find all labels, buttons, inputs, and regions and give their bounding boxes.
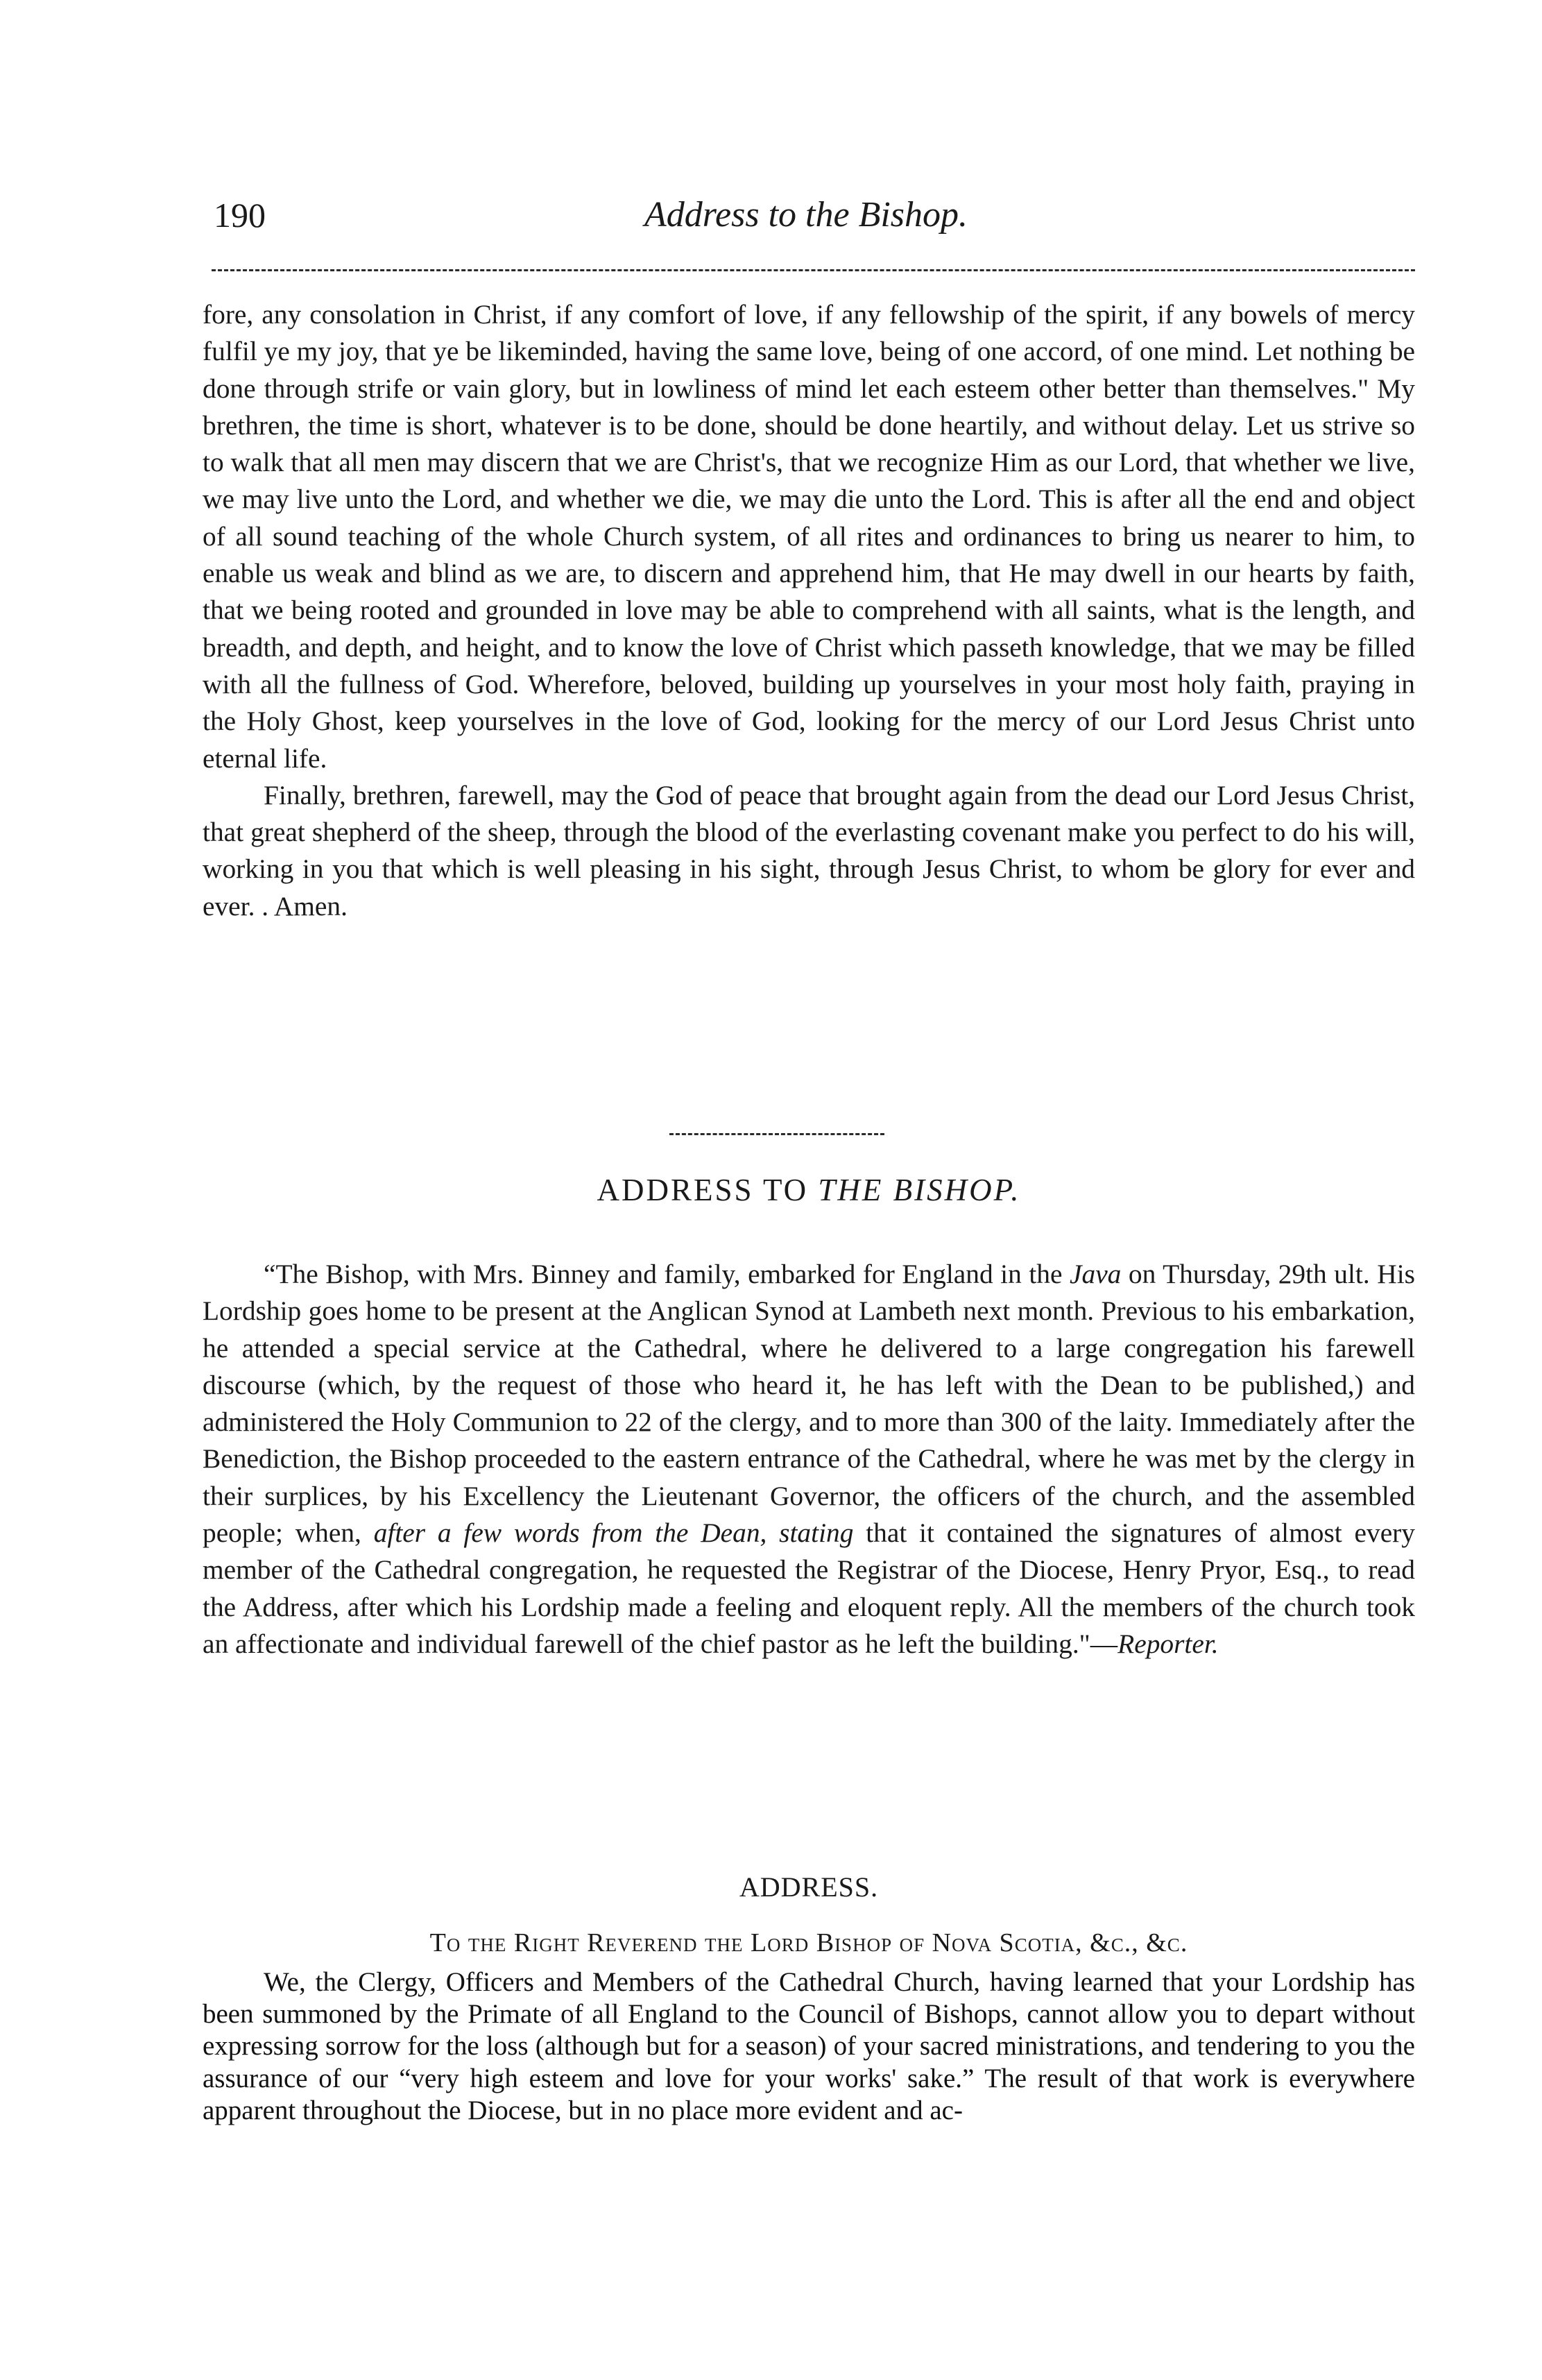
page-number: 190: [214, 196, 266, 235]
reporter-paragraph: [203, 1256, 1415, 1663]
report-text-2: on Thursday, 29th ult. His Lordship goes home to be present at the Anglican Synod at Lambeth next month. Previous to his embarkation, he attended a special service at the Cathedral, where he delivered to a large congregation his farewell discourse (which, by the request of those who heard it, he has left with the Dean to be published,) and administered the Holy Communion to 22 of the clergy, and to more than 300 of the laity. Immediately after the Benediction, the Bishop proceeded to the eastern entrance of the Cathedral, where he was met by the clergy in their surplices, by his Excellency the Lieutenant Governor, the officers of the church, and the assembled people; when,: [203, 1259, 1415, 1549]
address-heading: ADDRESS.: [739, 1871, 879, 1903]
sermon-paragraph-2: Finally, brethren, farewell, may the God of peace that brought again from the dead our Lord Jesus Christ, that great shepherd of the sheep, through the blood of the everlasting covenant make you perfect to do his will, working in you that which is well pleasing in his sight, through Jesus Christ, to whom be glory for ever and ever. . Amen.: [203, 779, 1415, 921]
report-source: Reporter.: [1117, 1628, 1219, 1659]
section-title-part-2: THE BISHOP.: [818, 1173, 1021, 1207]
address-body: [203, 1966, 1415, 2127]
running-title: Address to the Bishop.: [644, 195, 968, 235]
address-salutation: To the Right Reverend the Lord Bishop of Nova Scotia, &c., &c.: [429, 1928, 1188, 1957]
report-text-3: that it contained the signatures of almost every member of the Cathedral congregation, he requested the Registrar of the Diocese, Henry Pryor, Esq., to read the Address, after which his Lordship made a feeling and eloquent reply. All the members of the church took an affectionate and individual farewell of the chief pastor as he left the building."—: [203, 1518, 1415, 1659]
report-text-1: “The Bishop, with Mrs. Binney and family, embarked for England in the: [264, 1259, 1070, 1289]
ship-name: Java: [1070, 1259, 1122, 1289]
section-title: [203, 1169, 1415, 1211]
header-rule: [212, 269, 1415, 271]
sermon-paragraph-1: fore, any consolation in Christ, if any comfort of love, if any fellowship of the spirit, if any bowels of mercy fulfil ye my joy, that ye be likeminded, having the same love, being of one accord, of one mind. Let nothing be done through strife or vain glory, but in lowliness of mind let each esteem other better than themselves." My brethren, the time is short, whatever is to be done, should be done heartily, and without delay. Let us strive so to walk that all men may discern that we are Christ's, that we recognize Him as our Lord, that whether we live, we may live unto the Lord, and whether we die, we may die unto the Lord. This is after all the end and object of all sound teaching of the whole Church system, of all rites and ordinances to bring us nearer to him, to enable us weak and blind as we are, to discern and apprehend him, that He may dwell in our hearts by faith, that we being rooted and grounded in love may be able to comprehend with all saints, what is the length, and breadth, and depth, and height, and to know the love of Christ which passeth knowledge, that we may be filled with all the fullness of God. Wherefore, beloved, building up yourselves in your most holy faith, praying in the Holy Ghost, keep yourselves in the love of God, looking for the mercy of our Lord Jesus Christ unto eternal life.: [203, 299, 1415, 774]
section-divider: [669, 1133, 884, 1135]
sermon-conclusion: [203, 296, 1415, 925]
reporter-account: [203, 1256, 1415, 1663]
page-header: [203, 187, 1410, 243]
address-paragraph: We, the Clergy, Officers and Members of the Cathedral Church, having learned that your Lordship has been summoned by the Primate of all England to the Council of Bishops, cannot allow you to depart without expressing sorrow for the loss (although but for a season) of your sacred ministrations, and tendering to you the assurance of our “very high esteem and love for your works' sake.” The result of that work is everywhere apparent throughout the Diocese, but in no place more evident and ac-: [203, 1967, 1415, 2125]
report-italic-phrase: after a few words from the Dean, stating: [373, 1518, 854, 1549]
section-title-part-1: ADDRESS TO: [597, 1173, 809, 1207]
